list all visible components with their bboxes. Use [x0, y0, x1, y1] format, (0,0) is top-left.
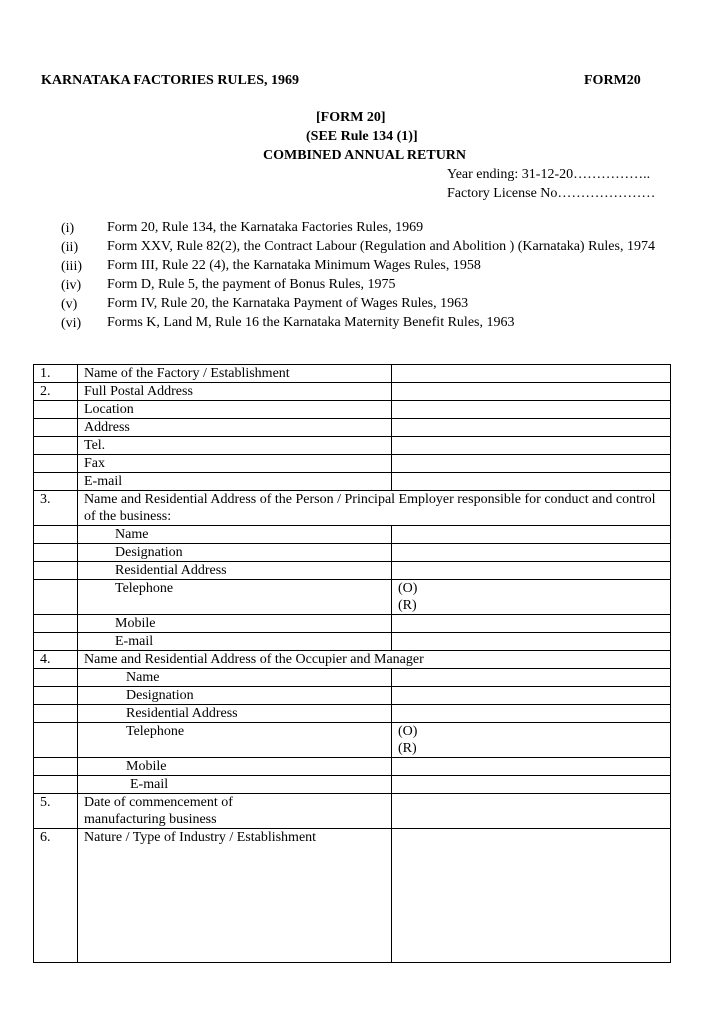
occupier-email-field[interactable] [392, 776, 671, 794]
rules-title: KARNATAKA FACTORIES RULES, 1969 [41, 73, 300, 88]
occupier-telephone-field[interactable] [392, 723, 671, 758]
occupier-designation-label: Designation [78, 687, 392, 705]
table-row [34, 723, 671, 758]
table-row [34, 669, 671, 687]
table-row [34, 401, 671, 419]
row-number: 1. [34, 365, 78, 383]
list-item [61, 257, 681, 276]
list-item [61, 314, 681, 333]
industry-type-field[interactable] [392, 829, 671, 963]
table-row [34, 365, 671, 383]
table-row [34, 455, 671, 473]
table-row [34, 419, 671, 437]
employer-telephone-field[interactable] [392, 580, 671, 615]
fax-label: Fax [78, 455, 392, 473]
row-number: 4. [34, 651, 78, 669]
table-row [34, 776, 671, 794]
office-phone-label: (O) [398, 724, 418, 739]
table-row [34, 687, 671, 705]
commencement-label-line1: Date of commencement of [84, 795, 233, 810]
table-row [34, 758, 671, 776]
list-item-number: (i) [61, 221, 75, 236]
occupier-name-label: Name [78, 669, 392, 687]
occupier-mobile-field[interactable] [392, 758, 671, 776]
occupier-residential-field[interactable] [392, 705, 671, 723]
list-item-text: Form 20, Rule 134, the Karnataka Factories Rules, 1969 [107, 220, 424, 235]
factory-license-no: Factory License No………………… [447, 186, 656, 201]
rule-reference: (SEE Rule 134 (1)] [306, 129, 418, 144]
list-item-number: (v) [61, 297, 78, 312]
office-phone-label: (O) [398, 581, 418, 596]
employer-email-label: E-mail [78, 633, 392, 651]
table-row [34, 794, 671, 829]
tel-field[interactable] [392, 437, 671, 455]
factory-name-field[interactable] [392, 365, 671, 383]
list-item-number: (vi) [61, 316, 82, 331]
occupier-telephone-label: Telephone [78, 723, 392, 758]
form-code: FORM20 [584, 73, 641, 88]
location-field[interactable] [392, 401, 671, 419]
location-label: Location [78, 401, 392, 419]
list-item-text: Forms K, Land M, Rule 16 the Karnataka Maternity Benefit Rules, 1963 [107, 315, 515, 330]
table-row [34, 544, 671, 562]
email-label: E-mail [78, 473, 392, 491]
employer-section-label: Name and Residential Address of the Person / Principal Employer responsible for conduct and control of the business: [78, 491, 671, 526]
list-item-text: Form III, Rule 22 (4), the Karnataka Minimum Wages Rules, 1958 [107, 258, 481, 273]
table-row [34, 437, 671, 455]
row-number: 2. [34, 383, 78, 401]
factory-name-label: Name of the Factory / Establishment [78, 365, 392, 383]
fax-field[interactable] [392, 455, 671, 473]
employer-name-field[interactable] [392, 526, 671, 544]
return-form-table [33, 364, 671, 963]
list-item [61, 276, 681, 295]
postal-address-label: Full Postal Address [78, 383, 392, 401]
table-row [34, 651, 671, 669]
occupier-designation-field[interactable] [392, 687, 671, 705]
occupier-section-label: Name and Residential Address of the Occupier and Manager [78, 651, 671, 669]
employer-residential-field[interactable] [392, 562, 671, 580]
table-row [34, 633, 671, 651]
table-row [34, 580, 671, 615]
occupier-email-label: E-mail [78, 776, 392, 794]
employer-name-label: Name [78, 526, 392, 544]
list-item-number: (iv) [61, 278, 82, 293]
employer-residential-label: Residential Address [78, 562, 392, 580]
return-title: COMBINED ANNUAL RETURN [263, 148, 467, 163]
employer-designation-field[interactable] [392, 544, 671, 562]
employer-email-field[interactable] [392, 633, 671, 651]
list-item-number: (ii) [61, 240, 79, 255]
table-row [34, 615, 671, 633]
list-item-text: Form D, Rule 5, the payment of Bonus Rules, 1975 [107, 277, 396, 292]
list-item [61, 295, 681, 314]
postal-address-field[interactable] [392, 383, 671, 401]
employer-mobile-label: Mobile [78, 615, 392, 633]
address-field[interactable] [392, 419, 671, 437]
employer-designation-label: Designation [78, 544, 392, 562]
table-row [34, 473, 671, 491]
employer-telephone-label: Telephone [78, 580, 392, 615]
list-item-text: Form IV, Rule 20, the Karnataka Payment of Wages Rules, 1963 [107, 296, 469, 311]
industry-type-label: Nature / Type of Industry / Establishment [78, 829, 392, 963]
occupier-residential-label: Residential Address [78, 705, 392, 723]
row-number: 3. [34, 491, 78, 526]
table-row [34, 829, 671, 963]
commencement-date-field[interactable] [392, 794, 671, 829]
row-number: 6. [34, 829, 78, 963]
list-item [61, 238, 681, 257]
table-row [34, 491, 671, 526]
table-row [34, 526, 671, 544]
year-ending: Year ending: 31-12-20…………….. [447, 167, 651, 182]
address-label: Address [78, 419, 392, 437]
email-field[interactable] [392, 473, 671, 491]
list-item-number: (iii) [61, 259, 82, 274]
occupier-mobile-label: Mobile [78, 758, 392, 776]
residence-phone-label: (R) [398, 598, 417, 613]
form-title: [FORM 20] [316, 110, 386, 125]
forms-list [61, 219, 681, 333]
commencement-date-label [78, 794, 392, 829]
occupier-name-field[interactable] [392, 669, 671, 687]
residence-phone-label: (R) [398, 741, 417, 756]
table-row [34, 562, 671, 580]
list-item [61, 219, 681, 238]
table-row [34, 383, 671, 401]
tel-label: Tel. [78, 437, 392, 455]
commencement-label-line2: manufacturing business [84, 812, 217, 827]
row-number: 5. [34, 794, 78, 829]
list-item-text: Form XXV, Rule 82(2), the Contract Labour (Regulation and Abolition ) (Karnataka) Rules, 1974 [107, 239, 655, 254]
employer-mobile-field[interactable] [392, 615, 671, 633]
table-row [34, 705, 671, 723]
